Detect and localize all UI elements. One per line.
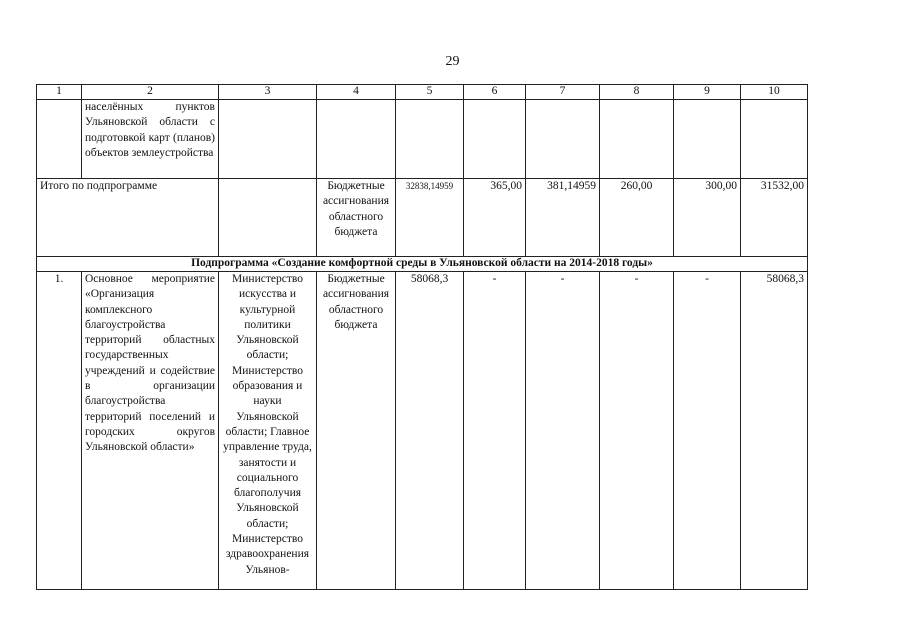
total-label-cell: Итого по подпрограмме xyxy=(37,179,219,257)
header-cell: 3 xyxy=(219,85,317,100)
value-cell-6: - xyxy=(464,272,526,590)
table-row-total xyxy=(37,179,808,257)
value-cell-8: 260,00 xyxy=(600,179,674,257)
header-cell: 10 xyxy=(741,85,808,100)
measure-name-cell: Основное мероприятие «Организация комплексного благоустройства территорий областных государственных учреждений и содействие в организации благоустройства территорий поселений и городских округов Ульяновской области» xyxy=(82,272,219,590)
table-cell xyxy=(600,100,674,179)
table-cell xyxy=(464,100,526,179)
header-row xyxy=(37,85,808,100)
header-cell: 7 xyxy=(526,85,600,100)
value-cell-6: 365,00 xyxy=(464,179,526,257)
value-cell-9: 300,00 xyxy=(674,179,741,257)
value-cell-8: - xyxy=(600,272,674,590)
value-cell-5: 32838,14959 xyxy=(396,179,464,257)
table-cell xyxy=(219,100,317,179)
value-cell-10: 58068,3 xyxy=(741,272,808,590)
header-cell: 5 xyxy=(396,85,464,100)
value-cell-7: 381,14959 xyxy=(526,179,600,257)
subprogram-row xyxy=(37,257,808,272)
measure-name-cell: населённых пунктов Ульяновской области с подготовкой карт (планов) объектов землеустройства xyxy=(82,100,219,179)
table-row-continued xyxy=(37,100,808,179)
header-cell: 8 xyxy=(600,85,674,100)
header-cell: 6 xyxy=(464,85,526,100)
funding-source-cell: Бюджетные ассигнования областного бюджета xyxy=(317,179,396,257)
page-number: 29 xyxy=(445,54,460,69)
table-cell xyxy=(219,179,317,257)
funding-source-cell: Бюджетные ассигнования областного бюджета xyxy=(317,272,396,590)
header-cell: 1 xyxy=(37,85,82,100)
value-cell-7: - xyxy=(526,272,600,590)
executors-cell: Министерство искусства и культурной политики Ульяновской области; Министерство образования и науки Ульяновской области; Главное управление труда, занятости и социального благополучия Ульяновской области; Министерство здравоохранения Ульянов- xyxy=(219,272,317,590)
subprogram-title: Подпрограмма «Создание комфортной среды в Ульяновской области на 2014-2018 годы» xyxy=(37,257,808,272)
value-cell-5: 58068,3 xyxy=(396,272,464,590)
header-cell: 9 xyxy=(674,85,741,100)
value-cell-9: - xyxy=(674,272,741,590)
table-cell xyxy=(37,100,82,179)
header-cell: 4 xyxy=(317,85,396,100)
row-number-cell: 1. xyxy=(37,272,82,590)
budget-table xyxy=(36,84,808,590)
table-cell xyxy=(317,100,396,179)
table-cell xyxy=(526,100,600,179)
header-cell: 2 xyxy=(82,85,219,100)
table-row-1 xyxy=(37,272,808,590)
table-cell xyxy=(741,100,808,179)
table-cell xyxy=(674,100,741,179)
value-cell-10: 31532,00 xyxy=(741,179,808,257)
table-cell xyxy=(396,100,464,179)
